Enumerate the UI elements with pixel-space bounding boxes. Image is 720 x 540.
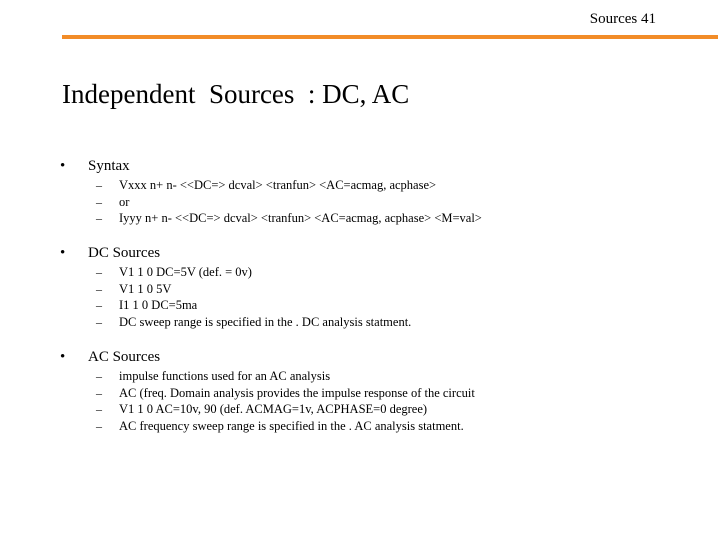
slide-title: Independent Sources : DC, AC bbox=[62, 79, 410, 109]
section-syntax bbox=[60, 156, 700, 227]
list-item-text: or bbox=[119, 194, 130, 209]
list-item-text: AC frequency sweep range is specified in the . AC analysis statment. bbox=[119, 418, 464, 433]
section-head bbox=[60, 243, 700, 263]
section-label: AC Sources bbox=[88, 349, 161, 365]
list-item-text: I1 1 0 DC=5ma bbox=[119, 298, 198, 312]
dash-icon: – bbox=[96, 265, 102, 279]
list-item bbox=[60, 418, 700, 435]
bullet-icon: • bbox=[60, 158, 66, 174]
section-label: Syntax bbox=[88, 158, 130, 174]
list-item-text: impulse functions used for an AC analysis bbox=[119, 369, 331, 383]
list-item bbox=[60, 368, 700, 385]
section-head bbox=[60, 156, 700, 176]
dash-icon: – bbox=[96, 211, 102, 225]
dash-icon: – bbox=[96, 194, 102, 209]
list-item bbox=[60, 210, 700, 227]
list-item bbox=[60, 401, 700, 418]
bullet-icon: • bbox=[60, 245, 66, 261]
dash-icon: – bbox=[96, 298, 102, 312]
list-item-text: Iyyy n+ n- <<DC=> dcval> <tranfun> <AC=acmag, acphase> <M=val> bbox=[119, 211, 482, 225]
page-number-label: Sources 41 bbox=[589, 11, 656, 27]
list-item-text: V1 1 0 AC=10v, 90 (def. ACMAG=1v, ACPHASE=0 degree) bbox=[119, 402, 428, 416]
list-item-text: AC (freq. Domain analysis provides the impulse response of the circuit bbox=[119, 385, 475, 400]
list-item-text: Vxxx n+ n- <<DC=> dcval> <tranfun> <AC=acmag, acphase> bbox=[119, 178, 437, 192]
section-label: DC Sources bbox=[88, 245, 161, 261]
header-accent-rule bbox=[62, 35, 718, 39]
list-item bbox=[60, 314, 700, 331]
sub-list bbox=[60, 177, 700, 227]
dash-icon: – bbox=[96, 385, 102, 400]
list-item bbox=[60, 264, 700, 281]
dash-icon: – bbox=[96, 402, 102, 416]
sub-list bbox=[60, 368, 700, 434]
dash-icon: – bbox=[96, 314, 102, 329]
list-item bbox=[60, 281, 700, 298]
list-item bbox=[60, 194, 700, 211]
sub-list bbox=[60, 264, 700, 330]
dash-icon: – bbox=[96, 281, 102, 296]
section-ac-sources bbox=[60, 347, 700, 434]
section-head bbox=[60, 347, 700, 367]
list-item bbox=[60, 385, 700, 402]
dash-icon: – bbox=[96, 178, 102, 192]
bullet-icon: • bbox=[60, 349, 66, 365]
dash-icon: – bbox=[96, 369, 102, 383]
list-item-text: V1 1 0 DC=5V (def. = 0v) bbox=[119, 265, 252, 279]
list-item-text: V1 1 0 5V bbox=[119, 281, 172, 296]
section-dc-sources bbox=[60, 243, 700, 330]
list-item bbox=[60, 297, 700, 314]
list-item-text: DC sweep range is specified in the . DC analysis statment. bbox=[119, 314, 412, 329]
dash-icon: – bbox=[96, 418, 102, 433]
list-item bbox=[60, 177, 700, 194]
